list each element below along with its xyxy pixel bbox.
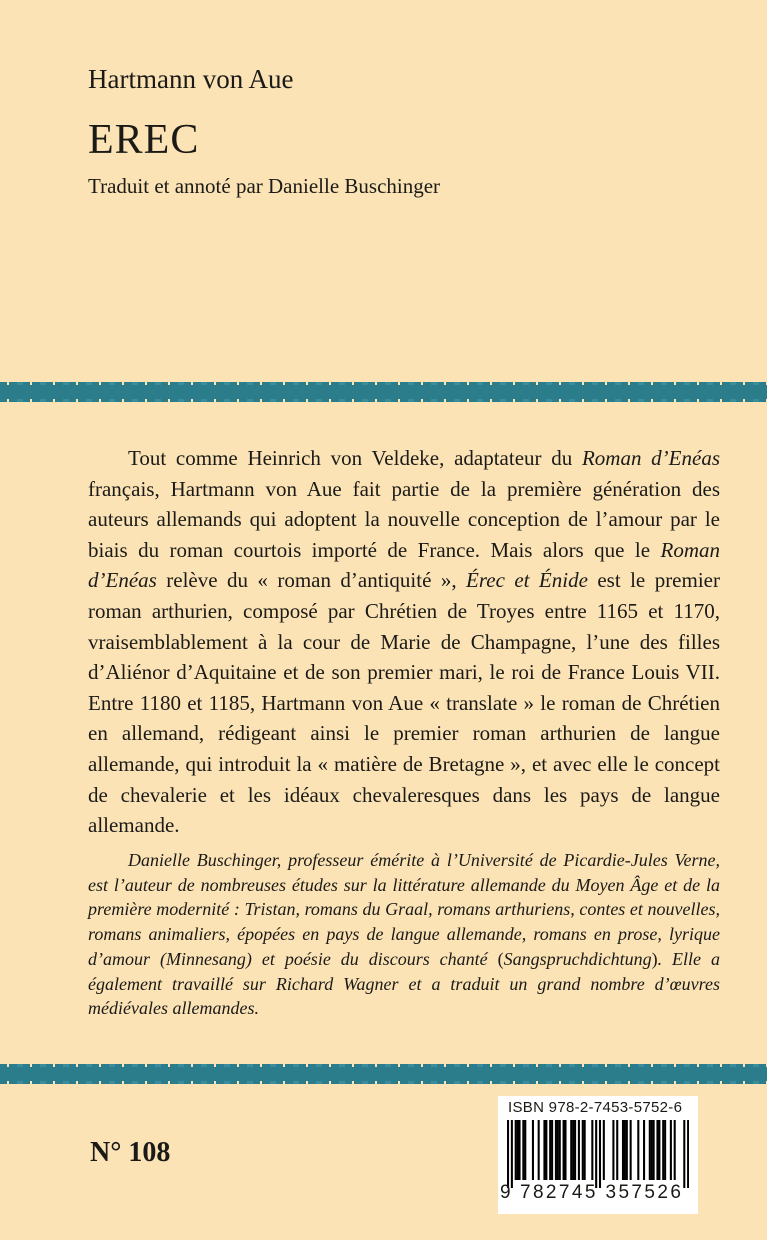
blurb-segment: Tout comme Heinrich von Veldeke, adaptateur du (128, 446, 582, 470)
bio-segment: Danielle Buschinger, professeur émérite à l’Université de Picardie-Jules Verne, est l’auteur de nombreuses études sur la littérature allemande du Moyen Âge et de la première modernité : Tristan, romans du Graal, romans arthuriens, contes et nouvelles, romans animaliers, épopées en pays de langue allemande, romans en prose, lyrique d’amour (Minnesang) et poésie du discours chanté (88, 850, 720, 969)
barcode-bar (518, 1120, 520, 1180)
blurb-paragraph (88, 443, 720, 841)
bottom-decorative-band (0, 1066, 767, 1082)
barcode-bar (570, 1120, 572, 1180)
bio-segment: ( (497, 948, 504, 969)
isbn-label: ISBN 978-2-7453-5752-6 (508, 1099, 683, 1116)
barcode-icon (507, 1120, 689, 1188)
barcode-bar (543, 1120, 545, 1180)
barcode-bar (656, 1120, 658, 1180)
barcode-bar (687, 1120, 689, 1188)
barcode-bar (591, 1120, 593, 1180)
barcode-bar (622, 1120, 624, 1180)
translator-line: Traduit et annoté par Danielle Buschinger (88, 174, 441, 198)
barcode-bar (532, 1120, 534, 1180)
barcode-bar (683, 1120, 685, 1188)
barcode-bar (517, 1120, 519, 1180)
blurb-segment: Roman d’Enéas (88, 537, 720, 593)
blurb-segment: relève du « roman d’antiquité », (156, 568, 467, 593)
barcode-bar (559, 1120, 561, 1180)
barcode-bar (651, 1120, 653, 1180)
blurb-segment: est le premier roman arthurien, composé par Chrétien de Troyes entre 1165 et 1170, vraisemblablement à la cour de Marie de Champagne, l’une des filles d’Aliénor d’Aquitaine et de son premier mari, le roi de France Louis VII. Entre 1180 et 1185, Hartmann von Aue « translate » le roman de Chrétien en allemand, rédigeant ainsi le premier roman arthurien de langue allemande, qui introduit la « matière de Bretagne », et avec elle le concept de chevalerie et les idéaux chevaleresques dans les pays de langue allemande. (88, 568, 720, 838)
barcode-bar (574, 1120, 576, 1180)
barcode-bar (582, 1120, 584, 1180)
barcode-bar (649, 1120, 651, 1180)
barcode-number: 782745 357526 (520, 1182, 684, 1203)
barcode-bar (572, 1120, 574, 1180)
barcode-bar (599, 1120, 601, 1188)
barcode-bar (515, 1120, 517, 1180)
author-name: Hartmann von Aue (88, 64, 294, 94)
series-number: N° 108 (90, 1137, 171, 1168)
barcode-bar (507, 1120, 509, 1188)
barcode-bar (578, 1120, 580, 1180)
bio-paragraph (88, 848, 720, 1021)
barcode-bar (658, 1120, 660, 1180)
blurb-segment: français, Hartmann von Aue fait partie de la première génération des auteurs allemands qui adoptent la nouvelle conception de l’amour par le biais du roman courtois importé de France. Mais alors que le (88, 476, 720, 562)
barcode-first-digit: 9 (500, 1182, 511, 1203)
barcode-bar (624, 1120, 626, 1180)
barcode-bar (630, 1120, 632, 1180)
barcode-bar (612, 1120, 614, 1180)
blurb-segment: Roman d’Enéas (581, 446, 720, 470)
barcode-bar (551, 1120, 553, 1180)
barcode-bar (524, 1120, 526, 1180)
author-bio (88, 848, 720, 1021)
blurb-text (88, 443, 720, 841)
barcode-bar (563, 1120, 565, 1180)
barcode-bar (664, 1120, 666, 1180)
book-title: EREC (88, 117, 200, 163)
barcode-bar (584, 1120, 586, 1180)
blurb-segment: Érec et Énide (466, 568, 588, 593)
barcode-bar (555, 1120, 557, 1180)
barcode-bar (511, 1120, 513, 1188)
barcode-bar (564, 1120, 566, 1180)
barcode-bar (662, 1120, 664, 1180)
barcode-bar (653, 1120, 655, 1180)
barcode-bar (637, 1120, 639, 1180)
barcode-bar (522, 1120, 524, 1180)
barcode-bar (626, 1120, 628, 1180)
barcode-bar (643, 1120, 645, 1180)
bio-segment: ) (651, 948, 658, 969)
top-decorative-band (0, 384, 767, 400)
barcode-bar (538, 1120, 540, 1180)
barcode-bar (674, 1120, 676, 1180)
barcode-bar (545, 1120, 547, 1180)
bio-segment: Sangspruchdichtung (503, 948, 652, 969)
barcode-bar (603, 1120, 605, 1180)
barcode-bar (616, 1120, 618, 1180)
barcode-bar (670, 1120, 672, 1180)
bio-segment: . Elle a également travaillé sur Richard Wagner et a traduit un grand nombre d’œuvres médiévales allemandes. (88, 948, 720, 1019)
barcode-bar (549, 1120, 551, 1180)
barcode-bar (595, 1120, 597, 1188)
barcode-box (498, 1096, 698, 1214)
barcode-bar (557, 1120, 559, 1180)
